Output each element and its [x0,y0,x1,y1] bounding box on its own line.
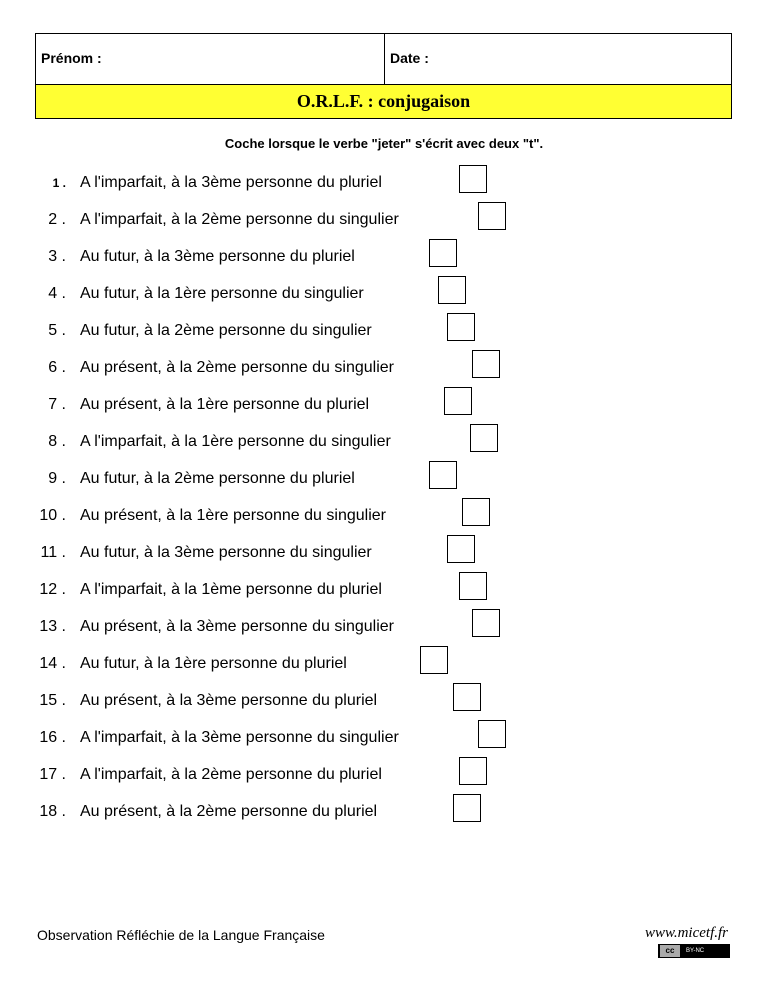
item-text: A l'imparfait, à la 1ère personne du singulier [80,433,391,450]
item-number: 4 . [48,285,66,302]
item-number: 1 . [52,176,66,190]
item-text: Au futur, à la 3ème personne du singulier [80,544,372,561]
answer-checkbox[interactable] [447,313,475,341]
list-item [0,691,768,711]
item-text: Au futur, à la 3ème personne du pluriel [80,248,355,265]
cc-icon: cc [660,945,680,957]
cc-license-text: BY-NC [686,948,705,954]
answer-checkbox[interactable] [444,387,472,415]
list-item [0,543,768,563]
answer-checkbox[interactable] [447,535,475,563]
item-number: 10 . [39,507,66,524]
answer-checkbox[interactable] [459,757,487,785]
list-item [0,580,768,600]
item-number: 3 . [48,248,66,265]
answer-checkbox[interactable] [453,683,481,711]
item-number: 7 . [48,396,66,413]
list-item [0,765,768,785]
item-number: 12 . [39,581,66,598]
list-item [0,617,768,637]
item-number: 2 . [48,211,66,228]
cc-license-badge [658,944,730,958]
answer-checkbox[interactable] [459,165,487,193]
item-text: A l'imparfait, à la 2ème personne du pluriel [80,766,382,783]
answer-checkbox[interactable] [472,609,500,637]
header-table [35,33,732,119]
list-item [0,802,768,822]
item-text: A l'imparfait, à la 3ème personne du pluriel [80,174,382,191]
item-number: 5 . [48,322,66,339]
answer-checkbox[interactable] [438,276,466,304]
list-item [0,173,768,193]
list-item [0,728,768,748]
date-field[interactable] [385,34,731,84]
item-text: Au présent, à la 1ère personne du singulier [80,507,386,524]
answer-checkbox[interactable] [470,424,498,452]
list-item [0,432,768,452]
list-item [0,654,768,674]
footer-left-text: Observation Réfléchie de la Langue Française [37,927,325,943]
list-item [0,284,768,304]
item-number: 9 . [48,470,66,487]
item-text: Au futur, à la 1ère personne du singulier [80,285,364,302]
answer-checkbox[interactable] [472,350,500,378]
item-number: 14 . [39,655,66,672]
answer-checkbox[interactable] [459,572,487,600]
prenom-label: Prénom : [41,50,102,66]
item-text: A l'imparfait, à la 3ème personne du singulier [80,729,399,746]
item-text: Au présent, à la 2ème personne du singulier [80,359,394,376]
list-item [0,247,768,267]
item-text: Au présent, à la 3ème personne du pluriel [80,692,378,709]
answer-checkbox[interactable] [478,202,506,230]
item-text: A l'imparfait, à la 1ème personne du pluriel [80,581,382,598]
answer-checkbox[interactable] [429,461,457,489]
item-text: Au futur, à la 2ème personne du singulier [80,322,372,339]
item-number: 11 . [40,544,66,561]
list-item [0,358,768,378]
page-title: O.R.L.F. : conjugaison [36,84,731,118]
list-item [0,469,768,489]
item-number: 17 . [39,766,66,783]
list-item [0,506,768,526]
item-text: Au présent, à la 3ème personne du singulier [80,618,394,635]
item-number: 6 . [48,359,66,376]
item-text: Au futur, à la 1ère personne du pluriel [80,655,347,672]
footer-website: www.micetf.fr [644,925,728,941]
item-text: Au présent, à la 2ème personne du pluriel [80,803,378,820]
list-item [0,395,768,415]
item-number: 8 . [48,433,66,450]
answer-checkbox[interactable] [453,794,481,822]
prenom-field[interactable] [36,34,385,84]
list-item [0,210,768,230]
item-number: 18 . [39,803,66,820]
answer-checkbox[interactable] [478,720,506,748]
item-text: A l'imparfait, à la 2ème personne du singulier [80,211,399,228]
answer-checkbox[interactable] [462,498,490,526]
answer-checkbox[interactable] [429,239,457,267]
item-number: 13 . [39,618,66,635]
list-item [0,321,768,341]
instruction-text: Coche lorsque le verbe "jeter" s'écrit avec deux "t". [224,136,544,151]
item-number: 16 . [39,729,66,746]
item-text: Au futur, à la 2ème personne du pluriel [80,470,355,487]
item-text: Au présent, à la 1ère personne du pluriel [80,396,370,413]
date-label: Date : [390,50,429,66]
answer-checkbox[interactable] [420,646,448,674]
item-number: 15 . [39,692,66,709]
